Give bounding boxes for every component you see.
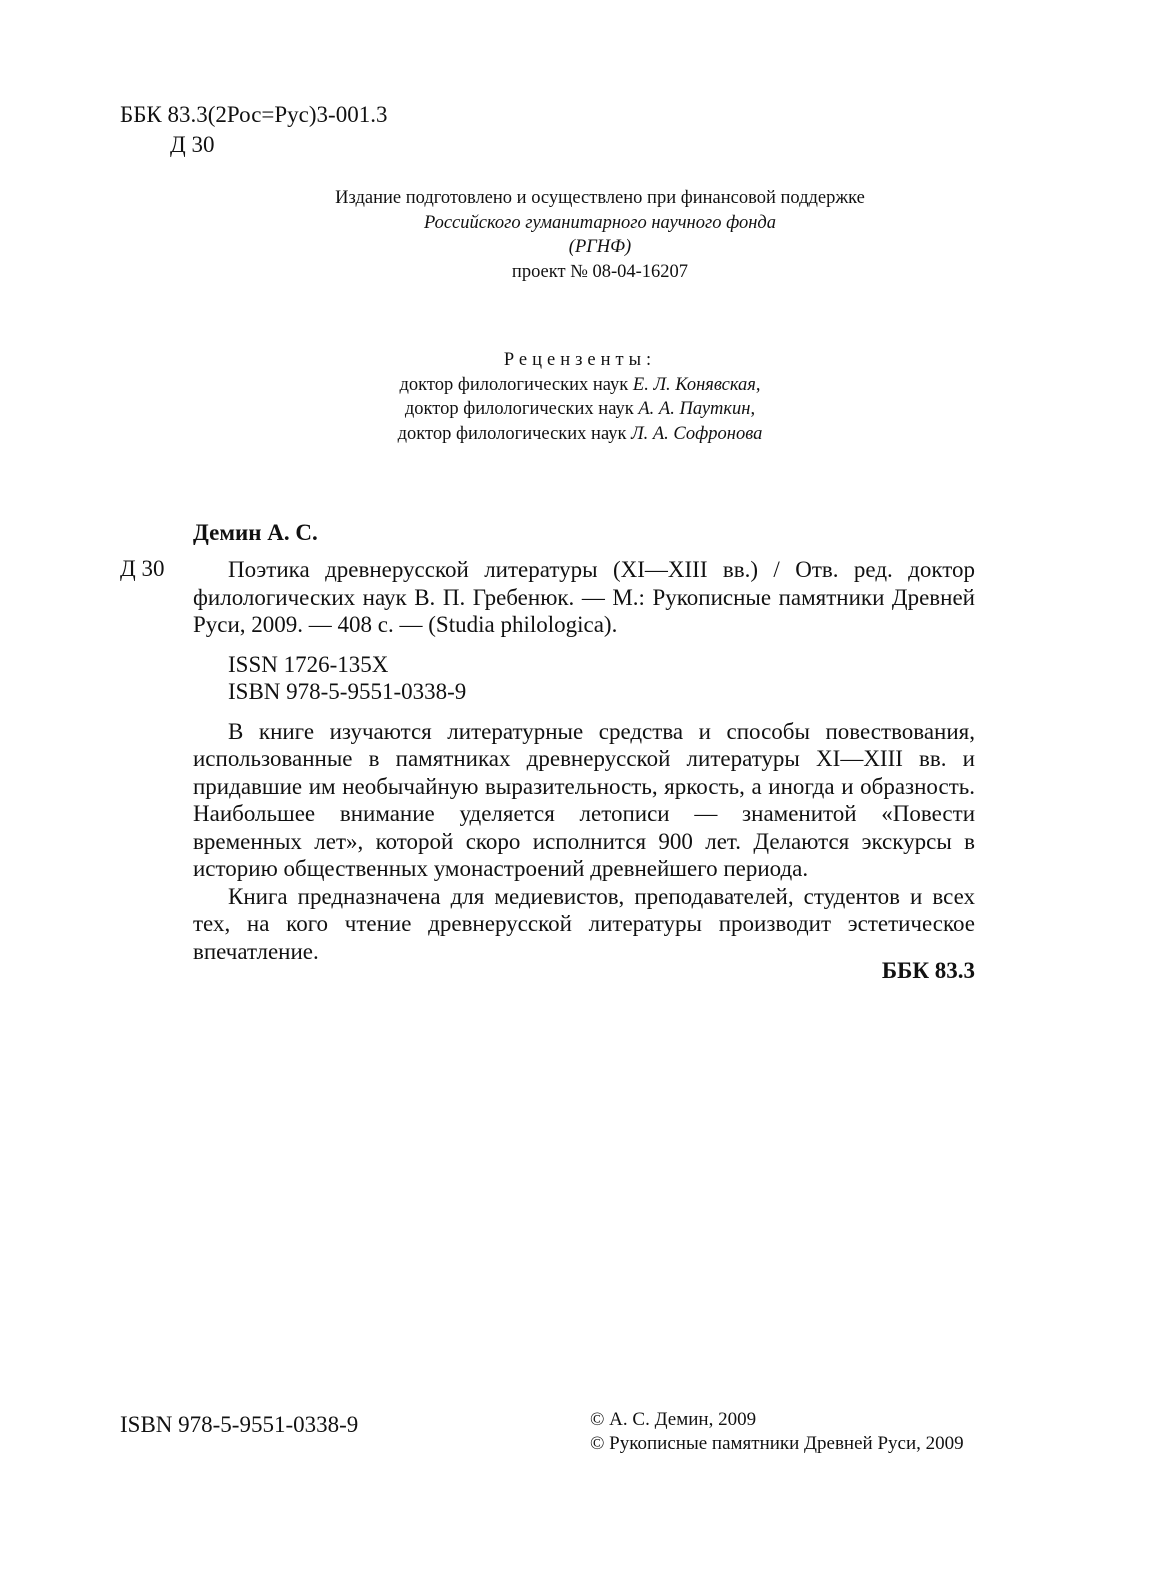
copyright-publisher: © Рукописные памятники Древней Руси, 2009 <box>590 1433 964 1454</box>
abstract-paragraph: Книга предназначена для медиевистов, преподавателей, студентов и всех тех, на кого чтение древнерусской литературы производит эстетическое впечатление. <box>193 883 975 964</box>
funding-project: проект № 08-04-16207 <box>511 261 689 282</box>
reviewer-separator: , <box>755 374 761 395</box>
funding-foundation: Российского гуманитарного научного фонда <box>423 212 777 233</box>
funding-notice <box>240 186 960 284</box>
reviewer-name: А. А. Пауткин <box>638 399 751 419</box>
reviewer-name: Е. Л. Конявская <box>632 374 756 395</box>
author-mark: Д 30 <box>170 132 215 157</box>
bbk-code: ББК 83.3(2Рос=Рус)3-001.3 <box>120 102 388 127</box>
abstract <box>193 718 975 966</box>
identifiers <box>193 651 975 706</box>
issn: ISSN 1726-135X <box>228 651 389 677</box>
reviewer-name: Л. А. Софронова <box>631 423 763 444</box>
reviewer-line <box>330 397 830 422</box>
entry-author: Демин А. С. <box>193 520 318 545</box>
funding-line: Издание подготовлено и осуществлено при финансовой поддержке <box>335 188 865 208</box>
abstract-paragraph: В книге изучаются литературные средства и способы повествования, использованные в памятниках древнерусской литературы XI—XIII вв. и придавшие им необычайную выразительность, яркость, а иногда и образность. Наибольшее внимание уделяется летописи — знаменитой «Повести временных лет», которой скоро исполнится 900 лет. Делаются экскурсы в историю общественных умонастроений древнейшего периода. <box>193 718 975 881</box>
reviewer-title: доктор филологических наук <box>399 374 629 395</box>
reviewer-line <box>330 422 830 447</box>
reviewer-title: доктор филологических наук <box>404 399 634 419</box>
footer-isbn: ISBN 978-5-9551-0338-9 <box>120 1412 359 1437</box>
copyright-author: © А. С. Демин, 2009 <box>590 1409 757 1430</box>
reviewer-line <box>330 373 830 398</box>
catalog-entry <box>193 556 975 965</box>
reviewers-heading: Рецензенты: <box>503 350 657 370</box>
funding-abbreviation: (РГНФ) <box>568 237 632 257</box>
copyright-block <box>590 1408 964 1456</box>
isbn: ISBN 978-5-9551-0338-9 <box>228 679 467 704</box>
classification-block <box>120 100 387 160</box>
bibliographic-description: Поэтика древнерусской литературы (XI—XIII вв.) / Отв. ред. доктор филологических наук В. П. Гребенюк. — М.: Рукописные памятники Древней Руси, 2009. — 408 с. — (Studia philologica). <box>193 557 975 637</box>
bbk-short: ББК 83.3 <box>881 958 975 983</box>
reviewers-block <box>330 348 830 446</box>
reviewer-title: доктор филологических наук <box>397 423 627 444</box>
reviewer-separator: , <box>750 399 756 419</box>
entry-code: Д 30 <box>120 556 165 581</box>
